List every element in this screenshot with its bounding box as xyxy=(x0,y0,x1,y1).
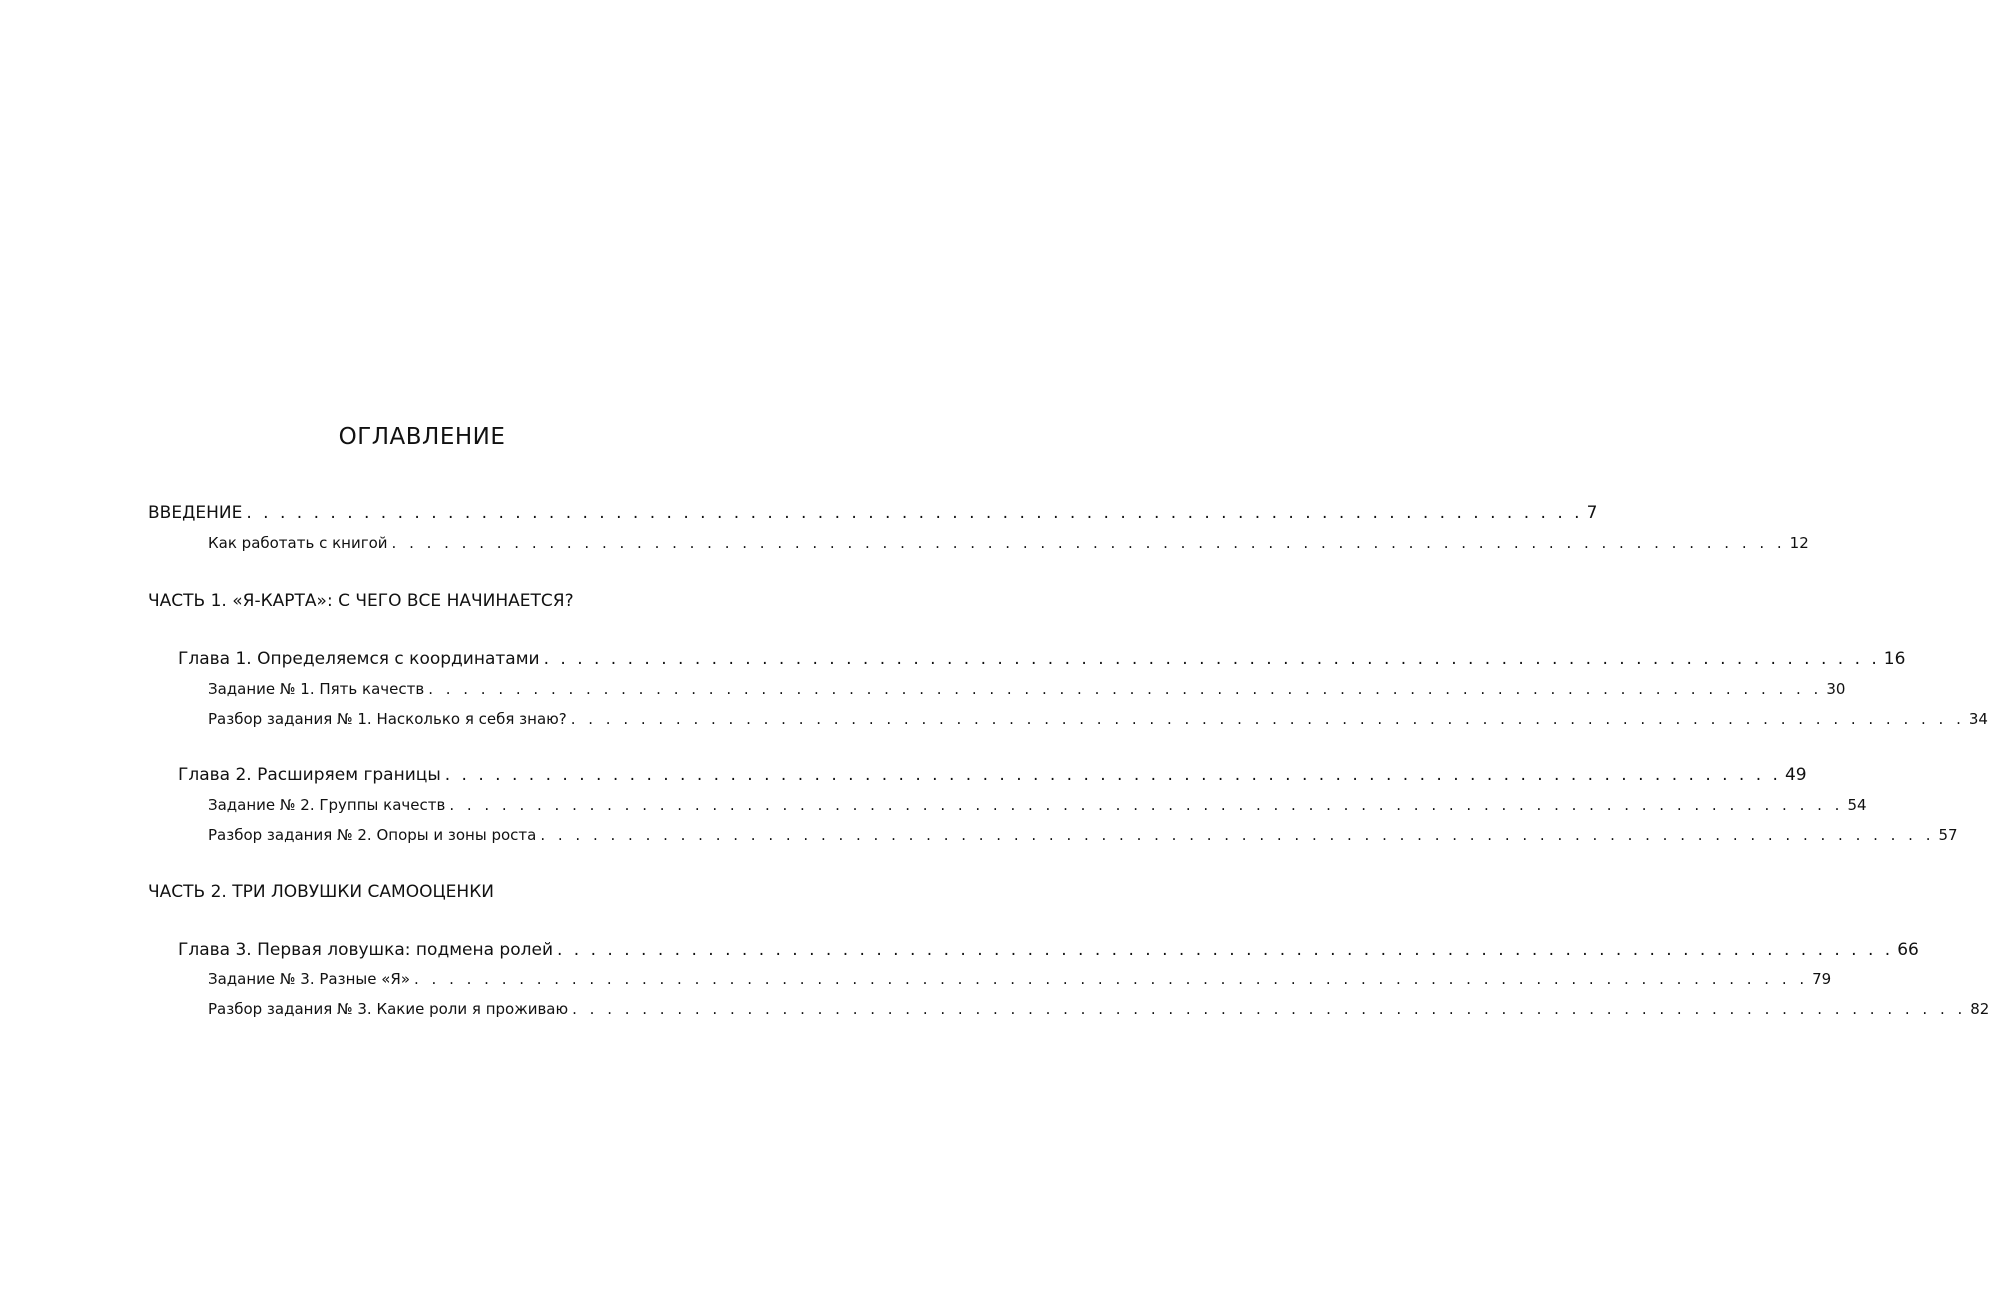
toc-page-number: 82 xyxy=(1970,1000,1989,1018)
dot-leader: . . . . . . . . . . . . . . . . . . . . . . . . . . . . . . . . . . . . . . . . . . . . . . . . . . . . . . . . . . . . . . . . . . . . . . . . . . . . . . . . xyxy=(540,826,1935,844)
toc-entry-chapter-3-sub-2[interactable] xyxy=(208,1000,1989,1018)
toc-page-number: 7 xyxy=(1586,503,1598,523)
toc-entry-chapter-2[interactable] xyxy=(178,765,1807,785)
toc-entry-chapter-2-sub-2[interactable] xyxy=(208,826,1958,844)
toc-entry-label: ВВЕДЕНИЕ xyxy=(148,503,243,523)
toc-entry-intro[interactable] xyxy=(148,503,1598,523)
toc-page-number: 16 xyxy=(1883,649,1906,669)
toc-entry-label: Разбор задания № 3. Какие роли я проживаю xyxy=(208,1000,569,1018)
dot-leader: . . . . . . . . . . . . . . . . . . . . . . . . . . . . . . . . . . . . . . . . . . . . . . . . . . . . . . . . . . . . . . . . . . . . . . . . . . . . . . . . xyxy=(572,1000,1967,1018)
toc-page-number: 57 xyxy=(1938,826,1958,844)
toc-entry-chapter-2-sub-1[interactable] xyxy=(208,796,1867,814)
dot-leader: . . . . . . . . . . . . . . . . . . . . . . . . . . . . . . . . . . . . . . . . . . . . . . . . . . . . . . . . . . . . . . . . . . . . . . . . . . . . . . . . xyxy=(449,796,1844,814)
toc-part-1[interactable]: ЧАСТЬ 1. «Я-КАРТА»: С ЧЕГО ВСЕ НАЧИНАЕТСЯ? xyxy=(148,591,574,611)
toc-part-2[interactable]: ЧАСТЬ 2. ТРИ ЛОВУШКИ САМООЦЕНКИ xyxy=(148,882,494,902)
toc-page-number: 12 xyxy=(1789,534,1809,552)
toc-entry-label: Задание № 3. Разные «Я» xyxy=(208,970,411,988)
dot-leader: . . . . . . . . . . . . . . . . . . . . . . . . . . . . . . . . . . . . . . . . . . . . . . . . . . . . . . . . . . . . . . . . . . . . . . . . . . . . . . . . xyxy=(391,534,1786,552)
toc-entry-label: Как работать с книгой xyxy=(208,534,388,552)
toc-entry-label: Задание № 1. Пять качеств xyxy=(208,680,425,698)
toc-page-number: 30 xyxy=(1826,680,1846,698)
dot-leader: . . . . . . . . . . . . . . . . . . . . . . . . . . . . . . . . . . . . . . . . . . . . . . . . . . . . . . . . . . . . . . . . . . . . . . . . . . . . . . . . xyxy=(570,710,1965,728)
toc-heading: ОГЛАВЛЕНИЕ xyxy=(338,424,506,450)
toc-entry-chapter-1[interactable] xyxy=(178,649,1906,669)
toc-entry-intro-sub[interactable] xyxy=(208,534,1809,552)
dot-leader: . . . . . . . . . . . . . . . . . . . . . . . . . . . . . . . . . . . . . . . . . . . . . . . . . . . . . . . . . . . . . . . . . . . . . . . . . . . . . . . . xyxy=(444,765,1781,785)
toc-entry-label: Глава 2. Расширяем границы xyxy=(178,765,441,785)
toc-entry-chapter-3[interactable] xyxy=(178,940,1919,960)
toc-entry-label: Разбор задания № 2. Опоры и зоны роста xyxy=(208,826,537,844)
toc-page-number: 34 xyxy=(1968,710,1988,728)
toc-page-number: 79 xyxy=(1812,970,1832,988)
toc-entry-chapter-1-sub-1[interactable] xyxy=(208,680,1846,698)
toc-page-number: 49 xyxy=(1784,765,1807,785)
toc-entry-label: Разбор задания № 1. Насколько я себя знаю? xyxy=(208,710,567,728)
toc-page-number: 54 xyxy=(1847,796,1867,814)
dot-leader: . . . . . . . . . . . . . . . . . . . . . . . . . . . . . . . . . . . . . . . . . . . . . . . . . . . . . . . . . . . . . . . . . . . . . . . . . . . . . . . . xyxy=(246,503,1583,523)
toc-entry-label: Задание № 2. Группы качеств xyxy=(208,796,446,814)
dot-leader: . . . . . . . . . . . . . . . . . . . . . . . . . . . . . . . . . . . . . . . . . . . . . . . . . . . . . . . . . . . . . . . . . . . . . . . . . . . . . . . . xyxy=(428,680,1823,698)
toc-entry-chapter-1-sub-2[interactable] xyxy=(208,710,1988,728)
dot-leader: . . . . . . . . . . . . . . . . . . . . . . . . . . . . . . . . . . . . . . . . . . . . . . . . . . . . . . . . . . . . . . . . . . . . . . . . . . . . . . . . xyxy=(543,649,1880,669)
toc-entry-label: Глава 3. Первая ловушка: подмена ролей xyxy=(178,940,553,960)
toc-entry-label: Глава 1. Определяемся с координатами xyxy=(178,649,540,669)
toc-entry-chapter-3-sub-1[interactable] xyxy=(208,970,1832,988)
toc-page-number: 66 xyxy=(1897,940,1919,960)
dot-leader: . . . . . . . . . . . . . . . . . . . . . . . . . . . . . . . . . . . . . . . . . . . . . . . . . . . . . . . . . . . . . . . . . . . . . . . . . . . . . . . . xyxy=(414,970,1809,988)
dot-leader: . . . . . . . . . . . . . . . . . . . . . . . . . . . . . . . . . . . . . . . . . . . . . . . . . . . . . . . . . . . . . . . . . . . . . . . . . . . . . . . . xyxy=(557,940,1894,960)
